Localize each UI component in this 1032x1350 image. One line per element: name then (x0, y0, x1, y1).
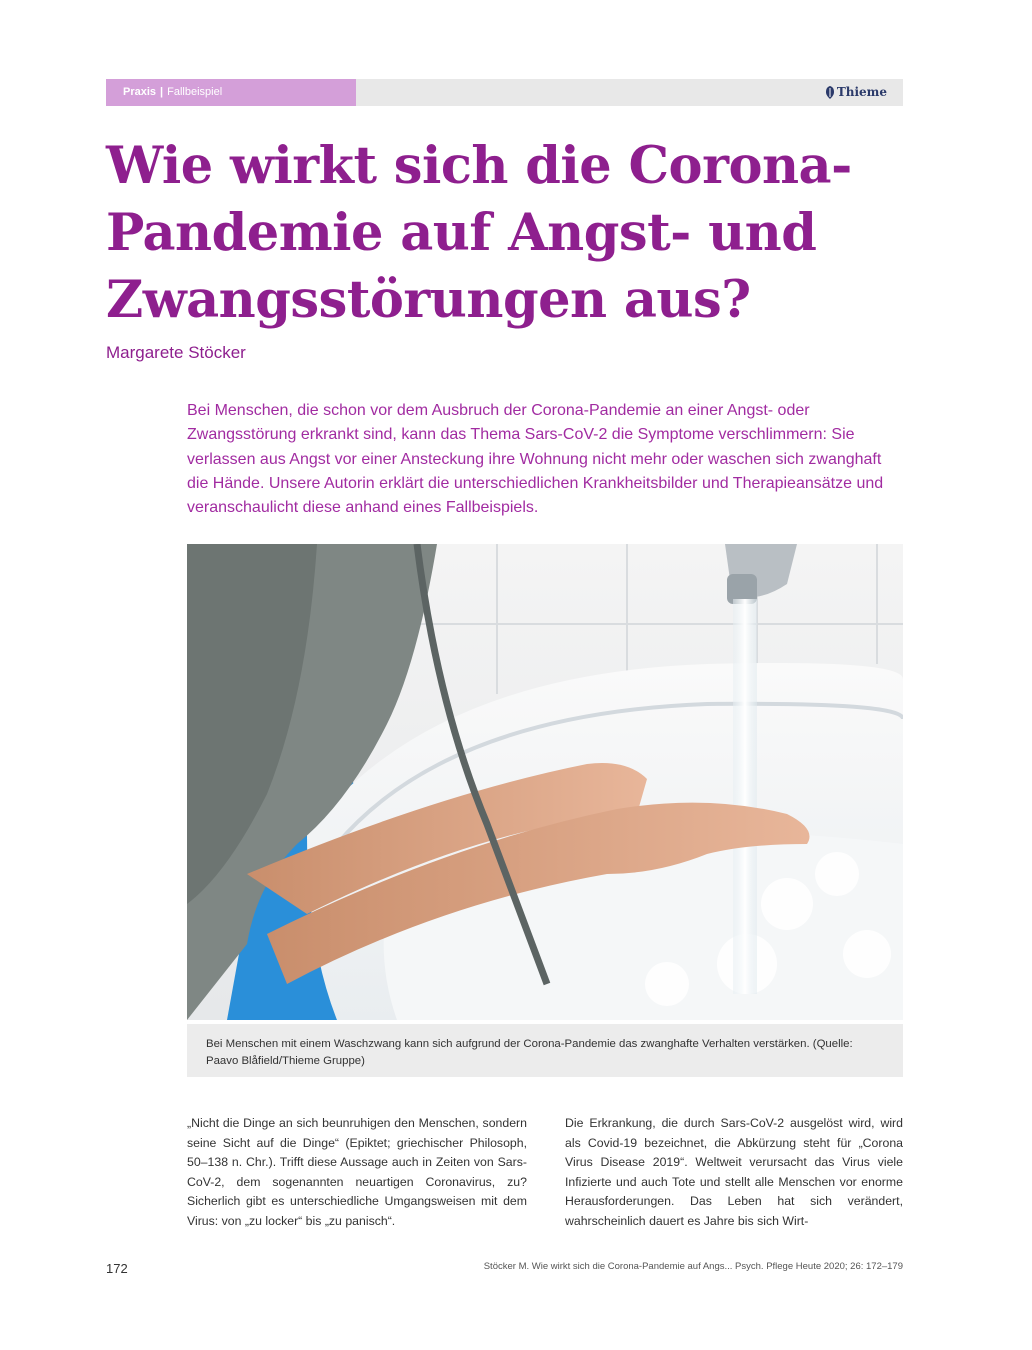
article-title (106, 133, 906, 334)
section-tag (106, 79, 356, 106)
body-column-left: „Nicht die Dinge an sich beunruhigen den Menschen, sondern seine Sicht auf die Dinge“ (Epiktet; griechischer Philosoph, 50–138 n. Chr.). Trifft diese Aussage auch in Zeiten von Sars-CoV-2, dem sogenannten neuartigen Coronavirus, zu? Sicherlich gibt es unterschiedliche Umgangsweisen mit dem Virus: von „zu locker“ bis „zu panisch“. (187, 1116, 527, 1228)
article-author: Margarete Stöcker (106, 343, 246, 362)
handwashing-illustration (187, 544, 903, 1020)
body-column-right: Die Erkrankung, die durch Sars-CoV-2 ausgelöst wird, wird als Covid-19 bezeichnet, die Abkürzung steht für „Corona Virus Disease 2019“. Weltweit verursacht das Virus viele Infizierte und auch Tote und stellt alle Menschen vor enorme Herausforderungen. Das Leben hat sich verändert, wahrscheinlich dauert es Jahre bis sich Wirt- (565, 1116, 903, 1228)
section-label: Praxis (123, 86, 157, 98)
publisher-logo (825, 79, 887, 106)
page-number: 172 (106, 1261, 128, 1276)
footer-citation: Stöcker M. Wie wirkt sich die Corona-Pandemie auf Angs... Psych. Pflege Heute 2020; 26: 172–179 (483, 1261, 903, 1272)
title-line: Pandemie auf Angst- und (106, 203, 817, 263)
title-line: Zwangsstörungen aus? (106, 270, 751, 330)
section-separator: | (160, 86, 164, 98)
brand-name: Thieme (836, 85, 887, 99)
handwashing-photo (187, 544, 903, 1020)
subsection-label: Fallbeispiel (167, 86, 223, 98)
running-header (106, 79, 903, 106)
figure-caption: Bei Menschen mit einem Waschzwang kann sich aufgrund der Corona-Pandemie das zwanghafte Verhalten verstärken. (Quelle: Paavo Blåfield/Thieme Gruppe) (187, 1024, 903, 1077)
article-lead: Bei Menschen, die schon vor dem Ausbruch der Corona-Pandemie an einer Angst- oder Zwangsstörung erkrankt sind, kann das Thema Sars-CoV-2 die Symptome verschlimmern: Sie verlassen aus Angst vor einer Ansteckung ihre Wohnung nicht mehr oder waschen sich zwanghaft die Hände. Unsere Autorin erklärt die unterschiedlichen Krankheitsbilder und Therapieansätze und veranschaulicht diese anhand eines Fallbeispiels. (187, 402, 884, 517)
thieme-emblem-icon (825, 86, 835, 99)
title-line: Wie wirkt sich die Corona- (106, 136, 852, 196)
